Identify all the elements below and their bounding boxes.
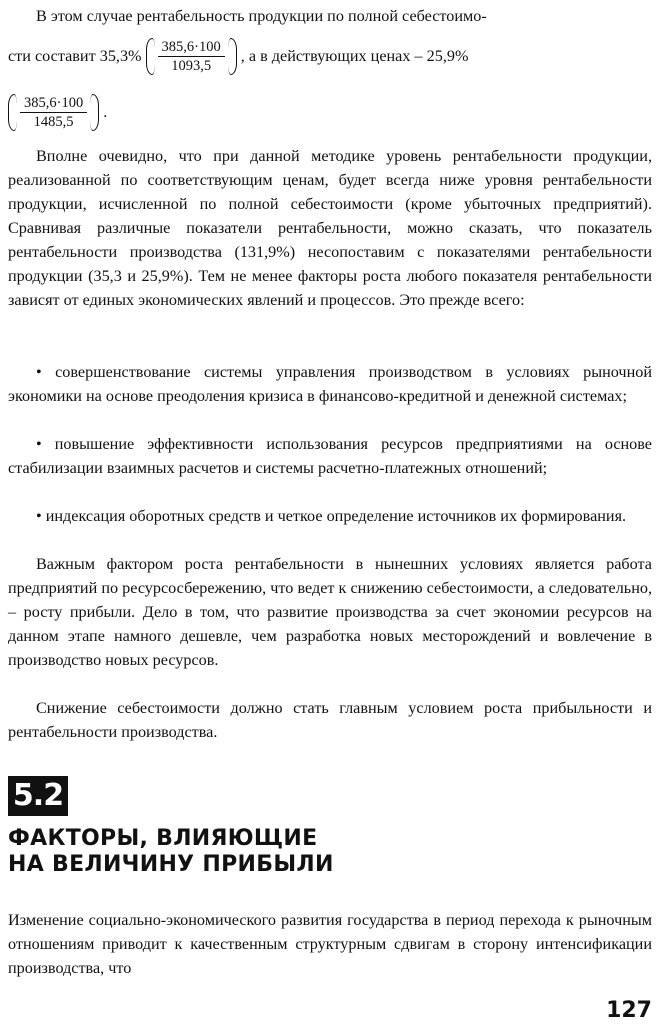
intro-line: В этом случае рентабельность продукции по полной себестоимо- [36, 7, 487, 25]
fraction-1-denominator: 1093,5 [171, 57, 212, 74]
formula-text-b: , а в действующих ценах – 25,9% [240, 46, 469, 65]
paragraph-1: Вполне очевидно, что при данной методике уровень рентабельности продукции, реализованной по соответствующим ценам, будет всегда ниже уровня рентабельности продукции, исчисленной по полной себестоимости (кроме убыточных предприятий). Сравнивая различные показатели рентабельности, можно сказать, что показатель рентабельности производства (131,9%) несопоставим с показателями рентабельности продукции (35,3 и 25,9%). Тем не менее факторы роста любого показателя рентабельности зависят от единых экономических явлений и процессов. Это прежде всего: [8, 147, 652, 309]
bullet-item-3: • индексация оборотных средств и четкое определение источников их формирования. [36, 507, 627, 525]
section-title-line-1: ФАКТОРЫ, ВЛИЯЮЩИЕ [8, 826, 318, 851]
paragraph-2: Важным фактором роста рентабельности в нынешних условиях является работа предприятий по ресурсосбережению, что ведет к снижению себестоимости, а следовательно, – росту прибыли. Дело в том, что развитие производства за счет экономии ресурсов на данном этапе намного дешевле, чем разработка новых месторождений и вовлечение в производство новых ресурсов. [8, 555, 652, 669]
fraction-2-denominator: 1485,5 [33, 113, 74, 130]
fraction-1 [146, 38, 237, 75]
paragraph-4: Изменение социально-экономического развития государства в период перехода к рыночным отношениям приводит к качественным структурным сдвигам в сторону интенсификации производства, что [8, 911, 652, 977]
formula-line-2 [8, 86, 652, 138]
formula-line-1 [8, 30, 652, 82]
page-number: 127 [606, 998, 652, 1023]
fraction-2 [8, 94, 99, 131]
bullet-item-2: • повышение эффективности использования ресурсов предприятиями на основе стабилизации взаимных расчетов и системы расчетно-платежных отношений; [8, 435, 652, 477]
paragraph-3: Снижение себестоимости должно стать главным условием роста прибыльности и рентабельности производства. [8, 699, 652, 741]
section-title-line-2: НА ВЕЛИЧИНУ ПРИБЫЛИ [8, 852, 334, 877]
section-number-badge: 5.2 [8, 776, 68, 816]
bullet-item-1: • совершенствование системы управления производством в условиях рыночной экономики на основе преодоления кризиса в финансово-кредитной и денежной системах; [8, 363, 652, 405]
fraction-2-numerator: 385,6·100 [20, 94, 87, 113]
fraction-1-numerator: 385,6·100 [158, 38, 225, 57]
section-title [8, 826, 508, 878]
formula-text-a: сти составит 35,3% [8, 46, 142, 65]
formula-period: . [103, 102, 108, 121]
